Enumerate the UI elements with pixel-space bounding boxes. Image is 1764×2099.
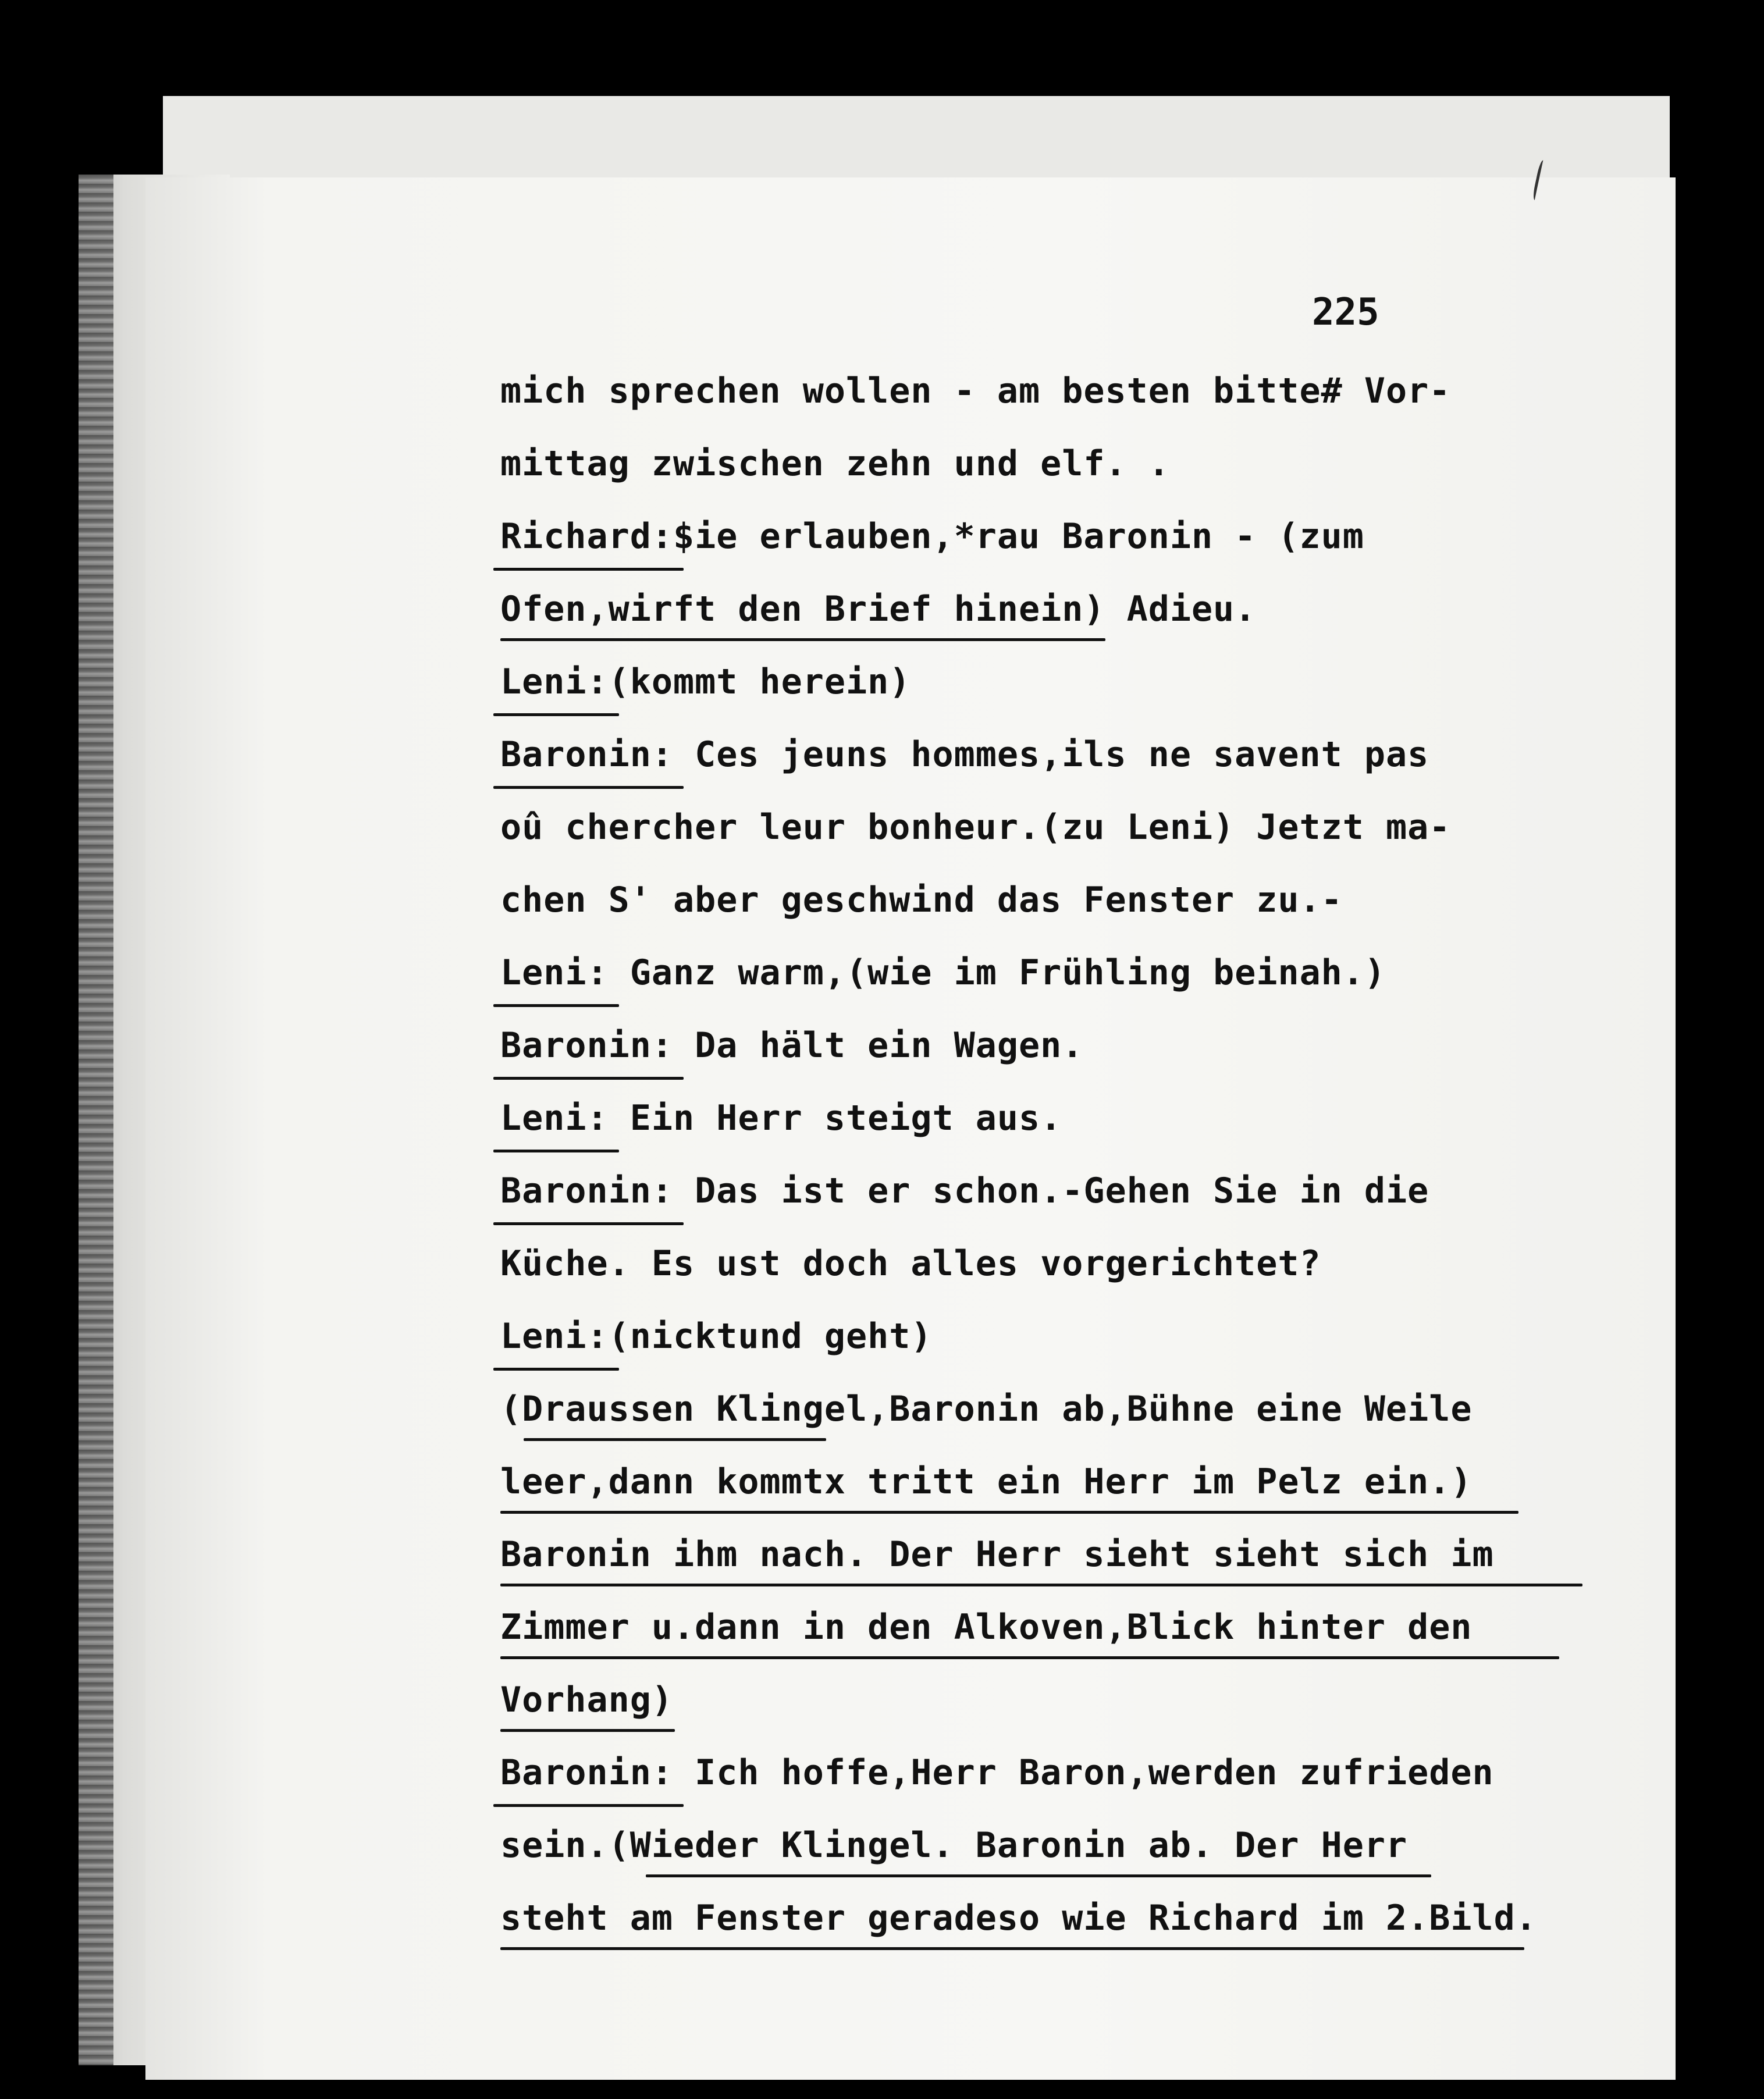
text-line xyxy=(500,1737,1652,1809)
line-text: sein.(Wieder Klingel. Baronin ab. Der Herr xyxy=(500,1825,1408,1866)
text-line xyxy=(500,1809,1652,1882)
left-stack-edge xyxy=(79,175,113,2065)
text-line xyxy=(500,355,1652,428)
line-text: mich sprechen wollen - am besten bitte# Vor- xyxy=(500,371,1451,411)
text-line xyxy=(500,1082,1652,1155)
line-text: Das ist er schon.-Gehen Sie in die xyxy=(673,1171,1429,1211)
text-line xyxy=(500,791,1652,864)
underline-mark xyxy=(500,1656,1559,1659)
line-text: $ie erlauben,*rau Baronin - (zum xyxy=(673,516,1364,557)
line-text: Vorhang) xyxy=(500,1680,673,1720)
line-text: Ich hoffe,Herr Baron,werden zufrieden xyxy=(673,1752,1494,1793)
line-text: Ganz warm,(wie im Frühling beinah.) xyxy=(608,952,1386,993)
line-text: Da hält ein Wagen. xyxy=(673,1025,1084,1066)
speaker-label: Baronin: xyxy=(500,1009,673,1082)
line-text: steht am Fenster geradeso wie Richard im 2.Bild. xyxy=(500,1898,1537,1938)
text-line xyxy=(500,428,1652,500)
line-text: (Draussen Klingel,Baronin ab,Bühne eine Weile xyxy=(500,1389,1473,1429)
line-text: chen S' aber geschwind das Fenster zu.- xyxy=(500,880,1343,920)
text-line xyxy=(500,500,1652,573)
text-line xyxy=(500,1373,1652,1446)
line-text: (kommt herein) xyxy=(608,661,911,702)
underline-mark xyxy=(500,1511,1518,1514)
underline-mark xyxy=(500,1729,675,1732)
speaker-label: Leni: xyxy=(500,1300,609,1373)
underline-mark xyxy=(500,1947,1524,1950)
line-text: mittag zwischen zehn und elf. . xyxy=(500,443,1170,484)
line-text: Baronin ihm nach. Der Herr sieht sieht sich im xyxy=(500,1534,1494,1575)
typescript-body xyxy=(500,355,1652,1955)
text-line xyxy=(500,1446,1652,1518)
speaker-label: Richard: xyxy=(500,500,673,573)
line-text: Ces jeuns hommes,ils ne savent pas xyxy=(673,734,1429,775)
text-line xyxy=(500,573,1652,646)
speaker-label: Baronin: xyxy=(500,718,673,791)
text-line xyxy=(500,718,1652,791)
line-text: Zimmer u.dann in den Alkoven,Blick hinter den xyxy=(500,1607,1473,1648)
text-line xyxy=(500,1155,1652,1228)
line-text: (nicktund geht) xyxy=(608,1316,933,1357)
line-text: Küche. Es ust doch alles vorgerichtet? xyxy=(500,1243,1321,1284)
speaker-label: Baronin: xyxy=(500,1155,673,1228)
line-text: Ofen,wirft den Brief hinein) Adieu. xyxy=(500,589,1257,629)
speaker-label: Leni: xyxy=(500,1082,609,1155)
speaker-label: Leni: xyxy=(500,937,609,1009)
line-text: leer,dann kommtx tritt ein Herr im Pelz ein.) xyxy=(500,1461,1473,1502)
line-text: Ein Herr steigt aus. xyxy=(608,1098,1062,1139)
underline-mark xyxy=(500,638,1105,641)
text-line xyxy=(500,864,1652,937)
speaker-label: Baronin: xyxy=(500,1737,673,1809)
text-line xyxy=(500,1591,1652,1664)
text-line xyxy=(500,1518,1652,1591)
text-line xyxy=(500,646,1652,718)
text-line xyxy=(500,1664,1652,1737)
speaker-label: Leni: xyxy=(500,646,609,718)
underline-mark xyxy=(524,1438,826,1441)
underline-mark xyxy=(646,1874,1431,1877)
page-number: 225 xyxy=(1312,291,1379,334)
text-line xyxy=(500,1300,1652,1373)
line-text: oû chercher leur bonheur.(zu Leni) Jetzt ma- xyxy=(500,807,1451,848)
text-line xyxy=(500,1228,1652,1300)
underline-mark xyxy=(500,1584,1582,1586)
text-line xyxy=(500,1882,1652,1955)
text-line xyxy=(500,937,1652,1009)
text-line xyxy=(500,1009,1652,1082)
